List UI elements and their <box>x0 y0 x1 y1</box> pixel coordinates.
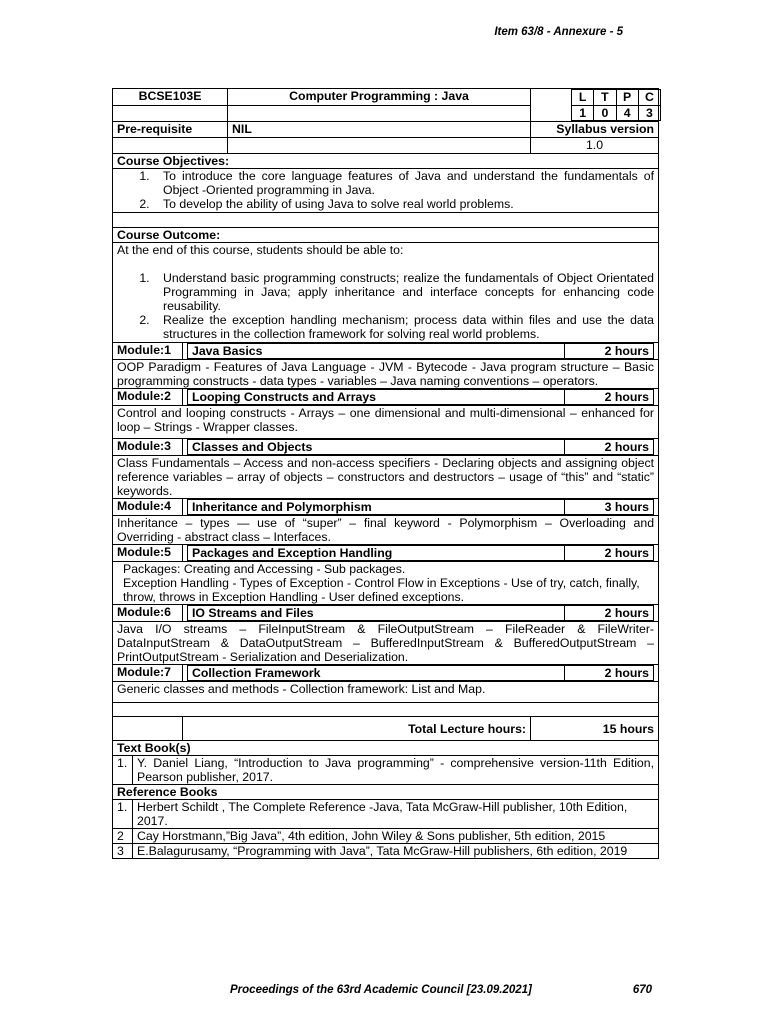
module-hours: 2 hours <box>565 344 654 359</box>
module-label: Module:7 <box>113 665 183 682</box>
prereq-value: NIL <box>228 122 531 138</box>
objective-item: 1. To introduce the core language features of Java and understand the fundamentals of Object -Oriented programming in Java. <box>153 169 654 197</box>
ltpc-value-l: 1 <box>572 105 594 121</box>
module-content: Control and looping constructs - Arrays – one dimensional and multi-dimensional – enhanced for loop – Strings - Wrapper classes. <box>113 406 659 439</box>
textbook-entry: Y. Daniel Liang, “Introduction to Java programming” - comprehensive version-11th Edition, Pearson publisher, 2017. <box>133 756 659 785</box>
ltpc-value-p: 4 <box>616 105 638 121</box>
module-content: Inheritance – types — use of “super” – final keyword - Polymorphism – Overloading and Overriding - abstract class – Interfaces. <box>113 516 659 545</box>
module-label: Module:3 <box>113 439 183 456</box>
outcomes-list <box>117 271 654 341</box>
total-hours-label: Total Lecture hours: <box>183 717 531 741</box>
syllabus-version-label: Syllabus version <box>531 122 659 138</box>
outcome-item: 2. Realize the exception handling mechanism; process data within files and use the data structures in the collection framework for solving real world problems. <box>153 313 654 341</box>
references-heading: Reference Books <box>113 785 659 800</box>
course-code: BCSE103E <box>113 89 228 106</box>
outcomes-heading: Course Outcome: <box>113 228 659 243</box>
reference-entry: Cay Horstmann,”Big Java”, 4th edition, John Wiley & Sons publisher, 5th edition, 2015 <box>133 829 659 844</box>
module-label: Module:4 <box>113 499 183 516</box>
reference-number: 3 <box>113 844 133 859</box>
course-title: Computer Programming : Java <box>228 89 531 106</box>
objectives-list <box>117 169 654 211</box>
module-title: Classes and Objects <box>188 440 565 455</box>
reference-number: 2 <box>113 829 133 844</box>
module-hours: 2 hours <box>565 440 654 455</box>
module-title: IO Streams and Files <box>188 606 565 621</box>
module-content: Packages: Creating and Accessing - Sub packages. Exception Handling - Types of Exception - Control Flow in Exceptions - Use of try, catch, finally, throw, throws in Exception Handling - User defined exceptions. <box>113 562 659 605</box>
ltpc-label-t: T <box>594 90 616 106</box>
syllabus-table <box>112 88 659 859</box>
ltpc-value-c: 3 <box>638 105 660 121</box>
annexure-header: Item 63/8 - Annexure - 5 <box>494 26 623 38</box>
outcomes-intro: At the end of this course, students should be able to: <box>117 243 404 257</box>
module-label: Module:6 <box>113 605 183 622</box>
ltpc-label-l: L <box>572 90 594 106</box>
proceedings-footer: Proceedings of the 63rd Academic Council [23.09.2021] <box>230 984 532 996</box>
footer <box>230 984 652 996</box>
module-hours: 2 hours <box>565 606 654 621</box>
module-title: Java Basics <box>188 344 565 359</box>
module-content: OOP Paradigm - Features of Java Language - JVM - Bytecode - Java program structure – Basic programming constructs - data types - variables – Java naming conventions – operators. <box>113 360 659 389</box>
reference-entry: Herbert Schildt , The Complete Reference -Java, Tata McGraw-Hill publisher, 10th Edition, 2017. <box>133 800 659 829</box>
reference-entry: E.Balagurusamy, “Programming with Java”, Tata McGraw-Hill publishers, 6th edition, 2019 <box>133 844 659 859</box>
textbooks-heading: Text Book(s) <box>113 741 659 756</box>
module-title: Looping Constructs and Arrays <box>188 390 565 405</box>
prereq-label: Pre-requisite <box>113 122 228 138</box>
reference-number: 1. <box>113 800 133 829</box>
module-content: Class Fundamentals – Access and non-access specifiers - Declaring objects and assigning object reference variables – array of objects – constructors and destructors – usage of “this” and “static” keywords. <box>113 456 659 499</box>
module-label: Module:1 <box>113 343 183 360</box>
module-label: Module:5 <box>113 545 183 562</box>
outcome-item: 1. Understand basic programming constructs; realize the fundamentals of Object Orientated Programming in Java; apply inheritance and interface concepts for enhancing code reusability. <box>153 271 654 313</box>
module-hours: 2 hours <box>565 390 654 405</box>
textbook-number: 1. <box>113 756 133 785</box>
ltpc-box <box>531 89 659 122</box>
module-content: Java I/O streams – FileInputStream & FileOutputStream – FileReader & FileWriter-DataInputStream & DataOutputStream – BufferedInputStream & BufferedOutputStream – PrintOutputStream - Serialization and Deserialization. <box>113 622 659 665</box>
ltpc-value-t: 0 <box>594 105 616 121</box>
module-title: Collection Framework <box>188 666 565 681</box>
page-number: 670 <box>632 984 652 996</box>
objectives-heading: Course Objectives: <box>113 154 659 169</box>
module-content: Generic classes and methods - Collection framework: List and Map. <box>113 682 659 703</box>
module-hours: 3 hours <box>565 500 654 515</box>
objective-item: 2. To develop the ability of using Java to solve real world problems. <box>153 197 654 211</box>
module-title: Inheritance and Polymorphism <box>188 500 565 515</box>
total-hours-value: 15 hours <box>531 717 659 741</box>
ltpc-label-c: C <box>638 90 660 106</box>
module-label: Module:2 <box>113 389 183 406</box>
ltpc-label-p: P <box>616 90 638 106</box>
module-hours: 2 hours <box>565 666 654 681</box>
module-hours: 2 hours <box>565 546 654 561</box>
module-title: Packages and Exception Handling <box>188 546 565 561</box>
syllabus-version-value: 1.0 <box>531 138 659 154</box>
